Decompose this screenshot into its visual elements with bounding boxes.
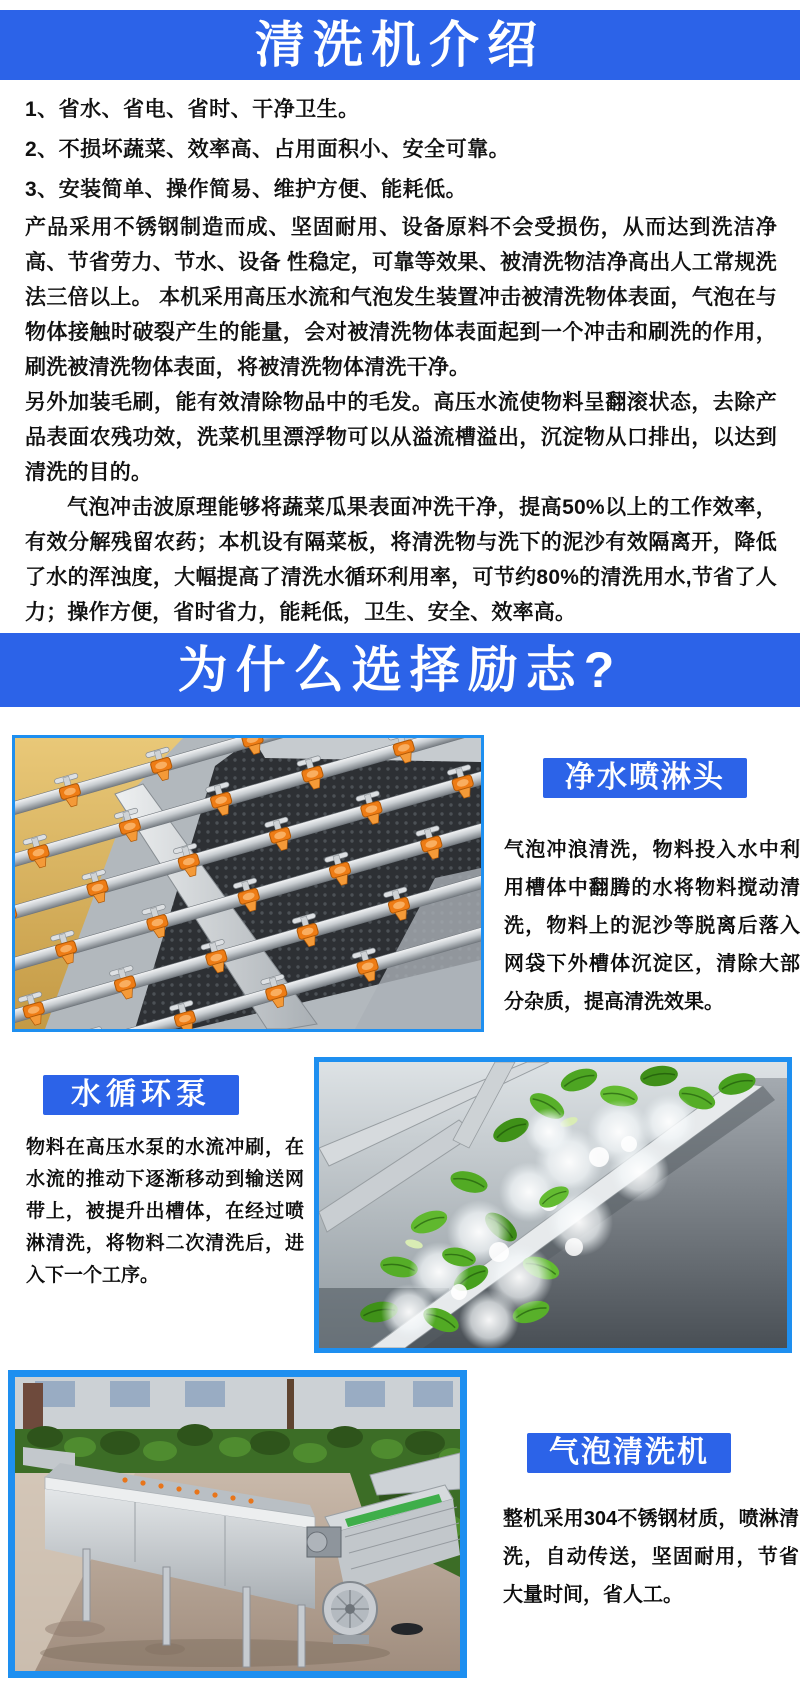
intro-paragraph-2: 另外加装毛刷，能有效清除物品中的毛发。高压水流使物料呈翻滚状态，去除产品表面农残功效，洗菜机里漂浮物可以从溢流槽溢出，沉淀物从口排出，以达到清洗的目的。 xyxy=(25,391,777,484)
feature-line-1: 1、省水、省电、省时、干净卫生。 xyxy=(25,98,360,121)
bubble-washer-photo xyxy=(8,1370,467,1678)
why-choose-banner xyxy=(0,633,800,707)
spray-nozzle-photo xyxy=(12,735,484,1032)
spray-head-description: 气泡冲浪清洗，物料投入水中利用槽体中翻腾的水将物料搅动清洗，物料上的泥沙等脱离后落入网袋下外槽体沉淀区，清除大部分杂质，提高清洗效果。 xyxy=(504,839,800,1013)
vegetable-washing-illustration xyxy=(319,1062,787,1348)
intro-paragraph-1: 产品采用不锈钢制造而成、坚固耐用、设备原料不会受损伤，从而达到洗洁净高、节省劳力、节水、设备 性稳定，可靠等效果、被清洗物洁净高出人工常规洗法三倍以上。 本机采用高压水流和气泡发生装置冲击被清洗物体表面，气泡在与物体接触时破裂产生的能量，会对被清洗物体表面起到一个冲击和刷洗的作用，刷洗被清洗物体表面，将被清洗物体清洗干净。 xyxy=(25,216,777,379)
spray-nozzle-illustration xyxy=(15,738,481,1029)
bubble-washer-illustration xyxy=(15,1377,460,1671)
intro-banner-title: 清洗机介绍 xyxy=(255,17,545,73)
feature-badge-spray-head: 净水喷淋头 xyxy=(543,758,747,798)
why-banner-title: 为什么选择励志? xyxy=(177,642,623,698)
vegetable-washing-photo xyxy=(314,1057,792,1353)
feature-badge-water-pump: 水循环泵 xyxy=(43,1075,239,1115)
bubble-washer-description: 整机采用304不锈钢材质，喷淋清洗，自动传送，坚固耐用，节省大量时间，省人工。 xyxy=(503,1508,799,1606)
intro-text-block xyxy=(25,90,777,630)
intro-section-banner xyxy=(0,10,800,80)
feature-badge-bubble-washer: 气泡清洗机 xyxy=(527,1433,731,1473)
water-pump-description: 物料在高压水泵的水流冲刷，在水流的推动下逐渐移动到输送网带上，被提升出槽体，在经过喷淋清洗，将物料二次清洗后，进入下一个工序。 xyxy=(26,1137,304,1286)
intro-paragraph-3: 气泡冲击波原理能够将蔬菜瓜果表面冲洗干净，提高50%以上的工作效率，有效分解残留农药；本机设有隔菜板，将清洗物与洗下的泥沙有效隔离开，降低了水的浑浊度，大幅提高了清洗水循环利用率，可节约80%的清洗用水,节省了人力；操作方便，省时省力，能耗低，卫生、安全、效率高。 xyxy=(25,496,777,624)
feature-line-3: 3、安装简单、操作简易、维护方便、能耗低。 xyxy=(25,178,468,201)
feature-line-2: 2、不损坏蔬菜、效率高、占用面积小、安全可靠。 xyxy=(25,138,511,161)
